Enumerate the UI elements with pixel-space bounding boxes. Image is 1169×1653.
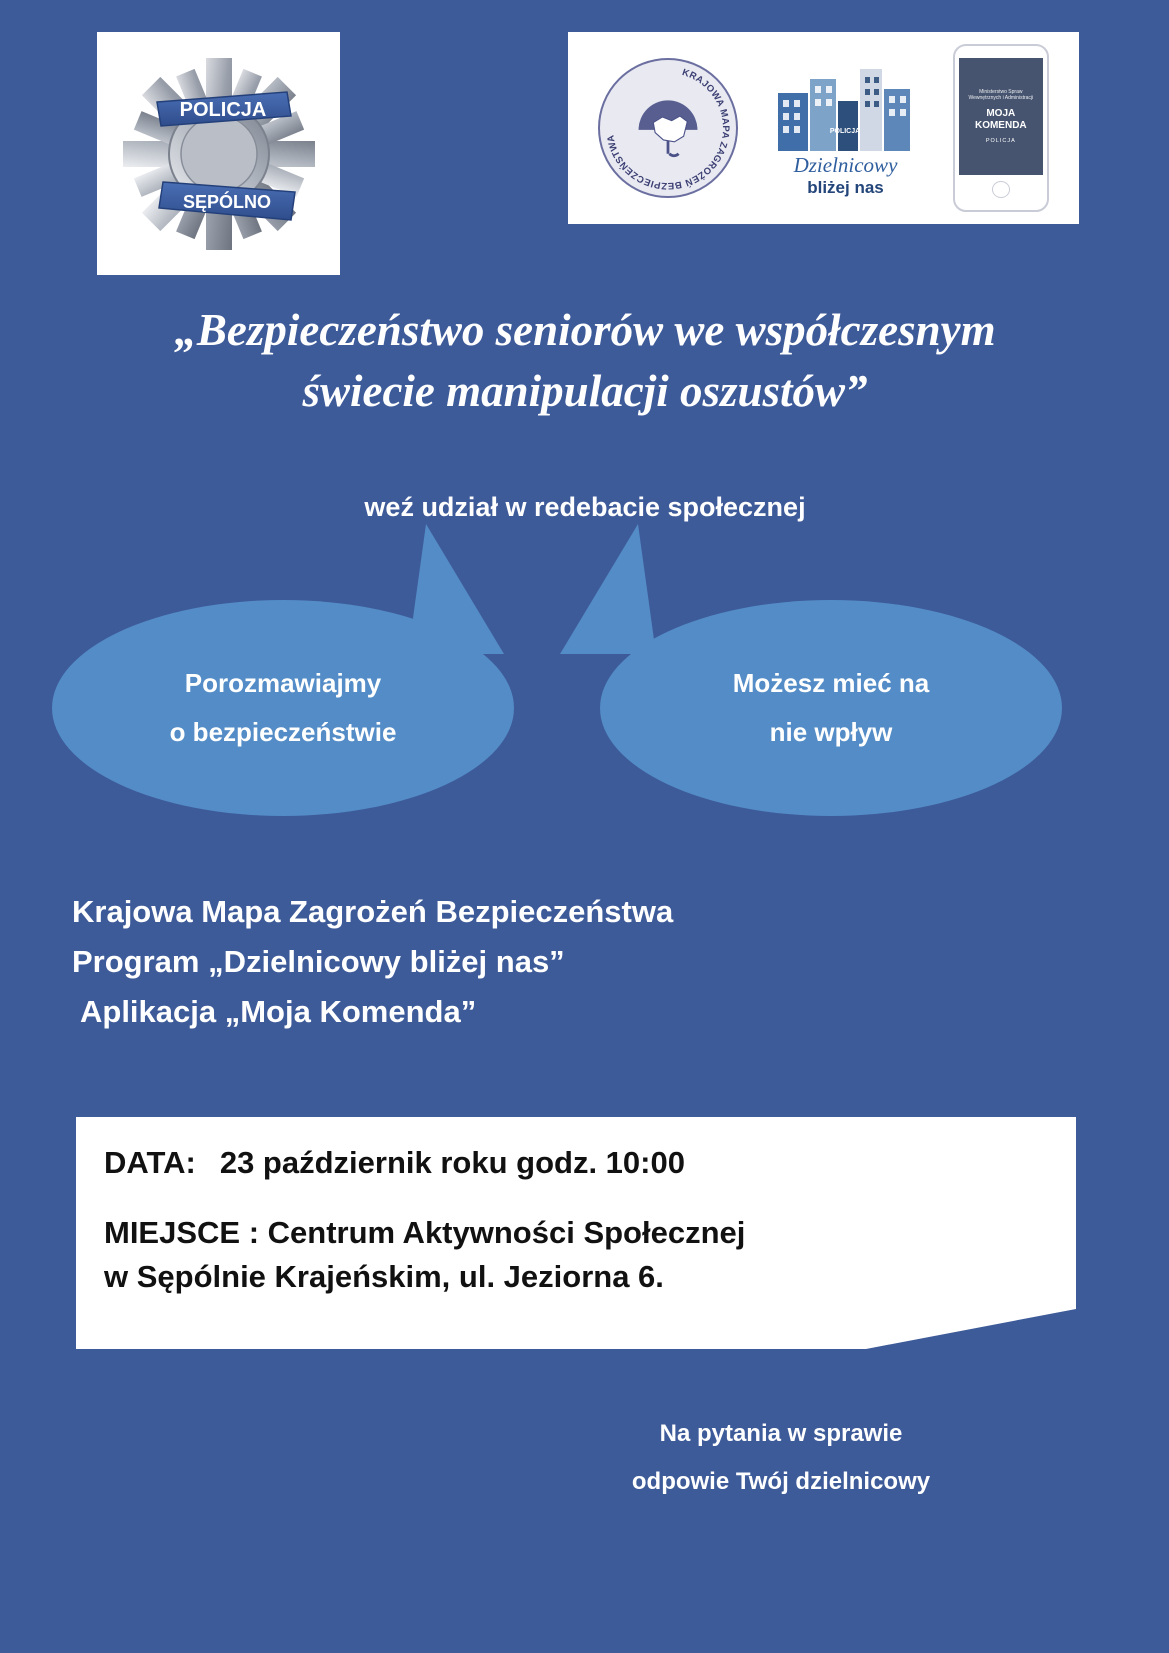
speech-bubble-right	[600, 600, 1062, 816]
poster-title	[60, 300, 1110, 422]
svg-text:KRAJOWA MAPA ZAGROŻEŃ BEZPIECZ: KRAJOWA MAPA ZAGROŻEŃ BEZPIECZEŃSTWA	[605, 66, 732, 192]
kmzb-logo-icon	[598, 58, 738, 198]
banner-corner-notch	[568, 190, 598, 224]
program-item-1: Program „Dzielnicowy bliżej nas”	[72, 944, 565, 980]
event-date-label: DATA:	[104, 1145, 196, 1180]
phone-police-label: POLICJA	[985, 138, 1016, 145]
moja-komenda-phone-mockup	[953, 44, 1049, 212]
infobox-corner-notch	[866, 1309, 1076, 1349]
event-date-row	[104, 1141, 1048, 1185]
police-badge-top-label: POLICJA	[179, 98, 266, 121]
app-name-line1: MOJA	[986, 108, 1016, 120]
program-item-0: Krajowa Mapa Zagrożeń Bezpieczeństwa	[72, 894, 674, 929]
poster-subtitle: weź udział w redebacie społecznej	[364, 492, 806, 522]
dzielnicowy-logo	[770, 59, 920, 198]
police-star-badge-icon	[119, 54, 319, 254]
police-logo-panel	[97, 32, 340, 275]
app-name-line2: KOMENDA	[974, 119, 1027, 131]
speech-bubble-left	[52, 600, 514, 816]
event-place-line1: MIEJSCE : Centrum Aktywności Społecznej	[104, 1215, 746, 1251]
city-skyline-icon	[774, 59, 916, 151]
program-item-2: Aplikacja „Moja Komenda”	[80, 994, 477, 1030]
bubble-right-line1: Możesz mieć na	[732, 667, 930, 698]
dzielnicowy-line1: Dzielnicowy	[793, 152, 898, 177]
dzielnicowy-line2: bliżej nas	[807, 177, 884, 197]
bubble-right-tail	[560, 524, 656, 654]
event-date-value: 23 październik roku godz. 10:00	[219, 1145, 685, 1180]
event-place-line2: w Sępólnie Krajeńskim, ul. Jeziorna 6.	[104, 1259, 664, 1295]
footer-line2: odpowie Twój dzielnicowy	[631, 1468, 931, 1495]
footer-line1: Na pytania w sprawie	[659, 1420, 903, 1447]
bubble-right-line2: nie wpływ	[769, 717, 893, 747]
poster-title-line1: „Bezpieczeństwo seniorów we współczesnym	[174, 305, 996, 355]
event-details-box	[76, 1117, 1076, 1349]
ministry-label: Ministerstwo Spraw Wewnętrznych i Administracji	[968, 88, 1034, 102]
bubble-left-line2: o bezpieczeństwie	[169, 717, 397, 747]
programs-logo-banner	[568, 32, 1079, 224]
program-list	[72, 888, 1092, 1038]
bubble-left-line1: Porozmawiajmy	[184, 667, 382, 698]
footer-note	[551, 1410, 1011, 1506]
skyline-police-label: POLICJA	[830, 127, 861, 135]
poster-title-line2: świecie manipulacji oszustów”	[302, 366, 868, 417]
phone-home-button-icon	[992, 181, 1010, 198]
police-badge-bottom-label: SĘPÓLNO	[182, 191, 271, 212]
